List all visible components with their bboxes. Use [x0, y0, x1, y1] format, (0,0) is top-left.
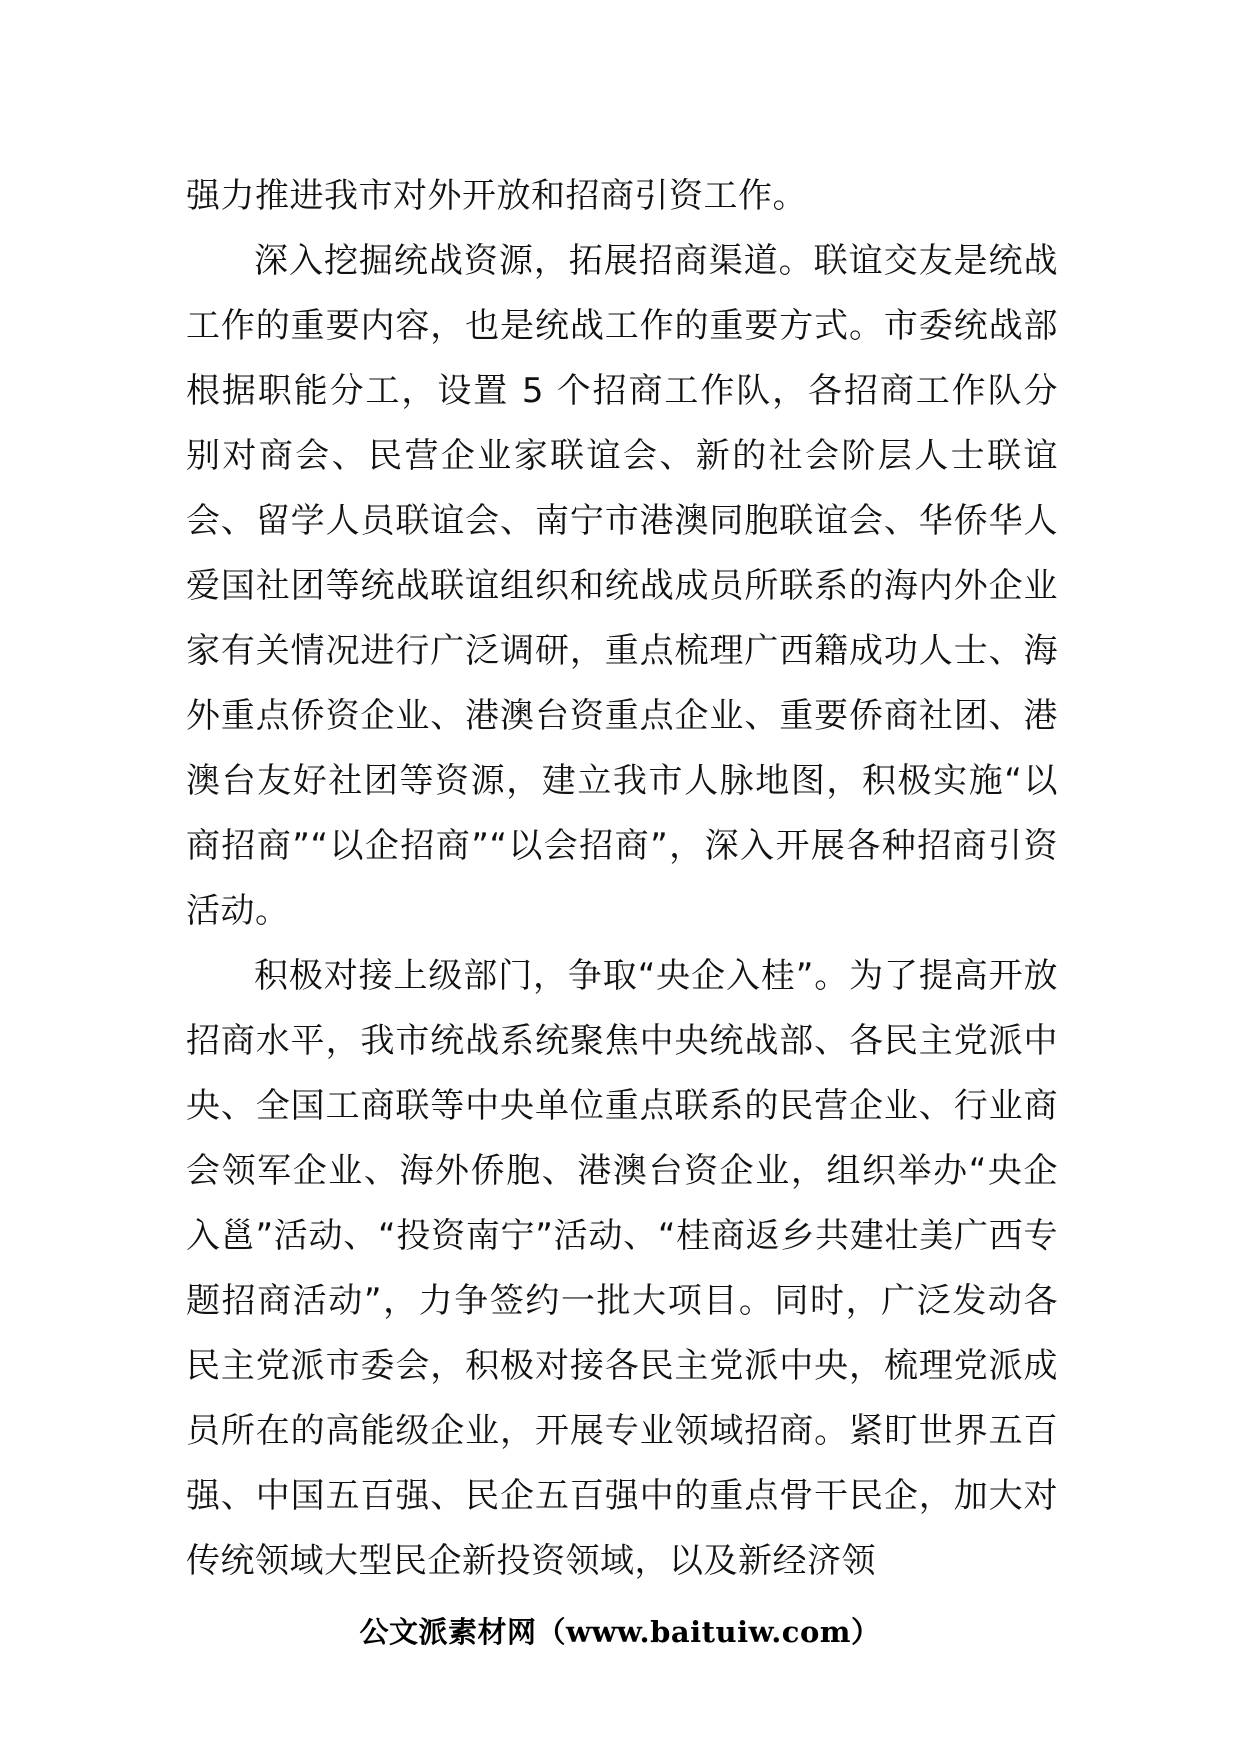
document-body [186, 164, 1058, 1594]
paragraph-central-enterprises: 积极对接上级部门，争取“央企入桂”。为了提高开放招商水平，我市统战系统聚焦中央统战部、各民主党派中央、全国工商联等中央单位重点联系的民营企业、行业商会领军企业、海外侨胞、港澳台资企业，组织举办“央企入邕”活动、“投资南宁”活动、“桂商返乡共建壮美广西专题招商活动”，力争签约一批大项目。同时，广泛发动各民主党派市委会，积极对接各民主党派中央，梳理党派成员所在的高能级企业，开展专业领域招商。紧盯世界五百强、中国五百强、民企五百强中的重点骨干民企，加大对传统领域大型民企新投资领域，以及新经济领 [186, 956, 1058, 1581]
paragraph-united-front-resources: 深入挖掘统战资源，拓展招商渠道。联谊交友是统战工作的重要内容，也是统战工作的重要方式。市委统战部根据职能分工，设置 5 个招商工作队，各招商工作队分别对商会、民营企业家联谊会、新的社会阶层人士联谊会、留学人员联谊会、南宁市港澳同胞联谊会、华侨华人爱国社团等统战联谊组织和统战成员所联系的海内外企业家有关情况进行广泛调研，重点梳理广西籍成功人士、海外重点侨资企业、港澳台资重点企业、重要侨商社团、港澳台友好社团等资源，建立我市人脉地图，积极实施“以商招商”“以企招商”“以会招商”，深入开展各种招商引资活动。 [186, 241, 1058, 931]
footer-watermark: 公文派素材网（www.baituiw.com） [359, 1615, 881, 1649]
paragraph-continuation: 强力推进我市对外开放和招商引资工作。 [186, 176, 807, 216]
